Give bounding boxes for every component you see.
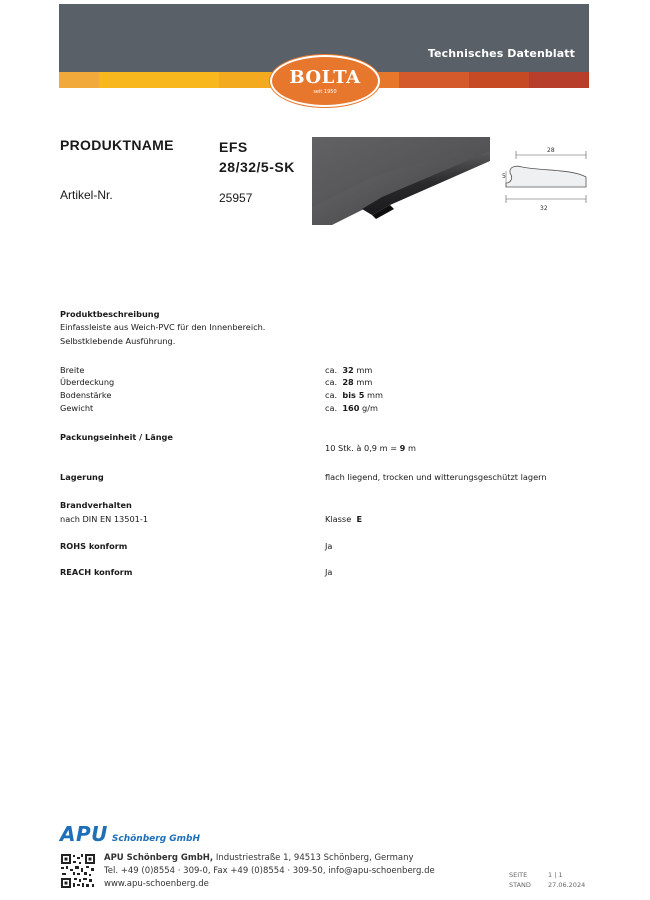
reach-title: REACH konform bbox=[60, 567, 133, 577]
reach-value: Ja bbox=[325, 567, 333, 577]
spec-label: Bodenstärke bbox=[60, 390, 112, 400]
stripe-segment bbox=[59, 72, 99, 88]
spec-number: 32 bbox=[342, 365, 354, 375]
company-address: Industriestraße 1, 94513 Schönberg, Germany bbox=[213, 853, 414, 863]
apu-logo-text: APU bbox=[60, 822, 108, 846]
description-line-2: Selbstklebende Ausführung. bbox=[60, 336, 176, 346]
spec-unit: mm bbox=[356, 377, 373, 387]
apu-logo-subtext: Schönberg GmbH bbox=[111, 834, 201, 844]
date-label: STAND bbox=[509, 881, 531, 889]
product-name-label: PRODUKTNAME bbox=[60, 137, 174, 153]
description-title: Produktbeschreibung bbox=[60, 309, 160, 319]
packaging-value-pre: 10 Stk. à 0,9 m = bbox=[325, 443, 398, 453]
dimension-bottom-label: 32 bbox=[540, 205, 548, 212]
spec-prefix: ca. bbox=[325, 403, 338, 413]
product-photo bbox=[312, 137, 490, 225]
packaging-value-bold: 9 bbox=[399, 443, 406, 453]
bolta-logo bbox=[270, 55, 380, 107]
company-website: www.apu-schoenberg.de bbox=[104, 879, 209, 889]
spec-number: bis 5 bbox=[342, 390, 365, 400]
storage-title: Lagerung bbox=[60, 472, 104, 482]
spec-unit: mm bbox=[367, 390, 383, 400]
qr-code-icon bbox=[60, 853, 96, 889]
spec-label: Überdeckung bbox=[60, 377, 115, 387]
fire-class-pre: Klasse bbox=[325, 514, 352, 524]
stripe-segment bbox=[469, 72, 529, 88]
article-number-value: 25957 bbox=[219, 191, 253, 205]
spec-unit: g/m bbox=[362, 403, 378, 413]
spec-prefix: ca. bbox=[325, 365, 338, 375]
profile-diagram bbox=[502, 143, 588, 218]
rohs-title: ROHS konform bbox=[60, 541, 128, 551]
apu-logo bbox=[60, 822, 200, 846]
packaging-value-unit: m bbox=[407, 443, 416, 453]
fire-class-value: E bbox=[356, 514, 363, 524]
spec-value bbox=[325, 377, 372, 387]
spec-label: Breite bbox=[60, 365, 85, 375]
spec-number: 160 bbox=[342, 403, 360, 413]
fire-behaviour-value bbox=[325, 514, 362, 524]
article-number-label: Artikel-Nr. bbox=[60, 188, 113, 202]
spec-value bbox=[325, 403, 378, 413]
page-value: 1 | 1 bbox=[548, 871, 563, 879]
spec-number: 28 bbox=[342, 377, 354, 387]
company-line bbox=[104, 853, 414, 863]
storage-value: flach liegend, trocken und witterungsgeschützt lagern bbox=[325, 472, 547, 482]
packaging-value bbox=[325, 443, 416, 453]
spec-prefix: ca. bbox=[325, 377, 338, 387]
fire-behaviour-title: Brandverhalten bbox=[60, 500, 132, 510]
date-value: 27.06.2024 bbox=[548, 881, 586, 889]
rohs-value: Ja bbox=[325, 541, 333, 551]
packaging-title: Packungseinheit / Länge bbox=[60, 432, 173, 442]
fire-behaviour-norm: nach DIN EN 13501-1 bbox=[60, 514, 149, 524]
page-label: SEITE bbox=[509, 871, 528, 879]
spec-label: Gewicht bbox=[60, 403, 94, 413]
stripe-segment bbox=[99, 72, 219, 88]
product-name-line1: EFS bbox=[219, 139, 248, 155]
product-name-line2: 28/32/5-SK bbox=[219, 159, 295, 175]
description-line-1: Einfassleiste aus Weich-PVC für den Innenbereich. bbox=[60, 322, 266, 332]
dimension-side-label: 5 bbox=[502, 173, 506, 180]
stripe-segment bbox=[219, 72, 274, 88]
spec-prefix: ca. bbox=[325, 390, 338, 400]
logo-subtext: seit 1950 bbox=[313, 89, 337, 95]
dimension-top-label: 28 bbox=[547, 147, 555, 154]
product-name bbox=[219, 137, 314, 177]
document-title: Technisches Datenblatt bbox=[427, 47, 575, 60]
stripe-segment bbox=[529, 72, 589, 88]
spec-value bbox=[325, 390, 383, 400]
stripe-segment bbox=[399, 72, 469, 88]
company-name: APU Schönberg GmbH, bbox=[104, 853, 214, 863]
spec-value bbox=[325, 365, 372, 375]
spec-unit: mm bbox=[356, 365, 373, 375]
logo-text: BOLTA bbox=[289, 67, 361, 88]
company-contact: Tel. +49 (0)8554 · 309-0, Fax +49 (0)8554 · 309-50, info@apu-schoenberg.de bbox=[104, 866, 435, 876]
